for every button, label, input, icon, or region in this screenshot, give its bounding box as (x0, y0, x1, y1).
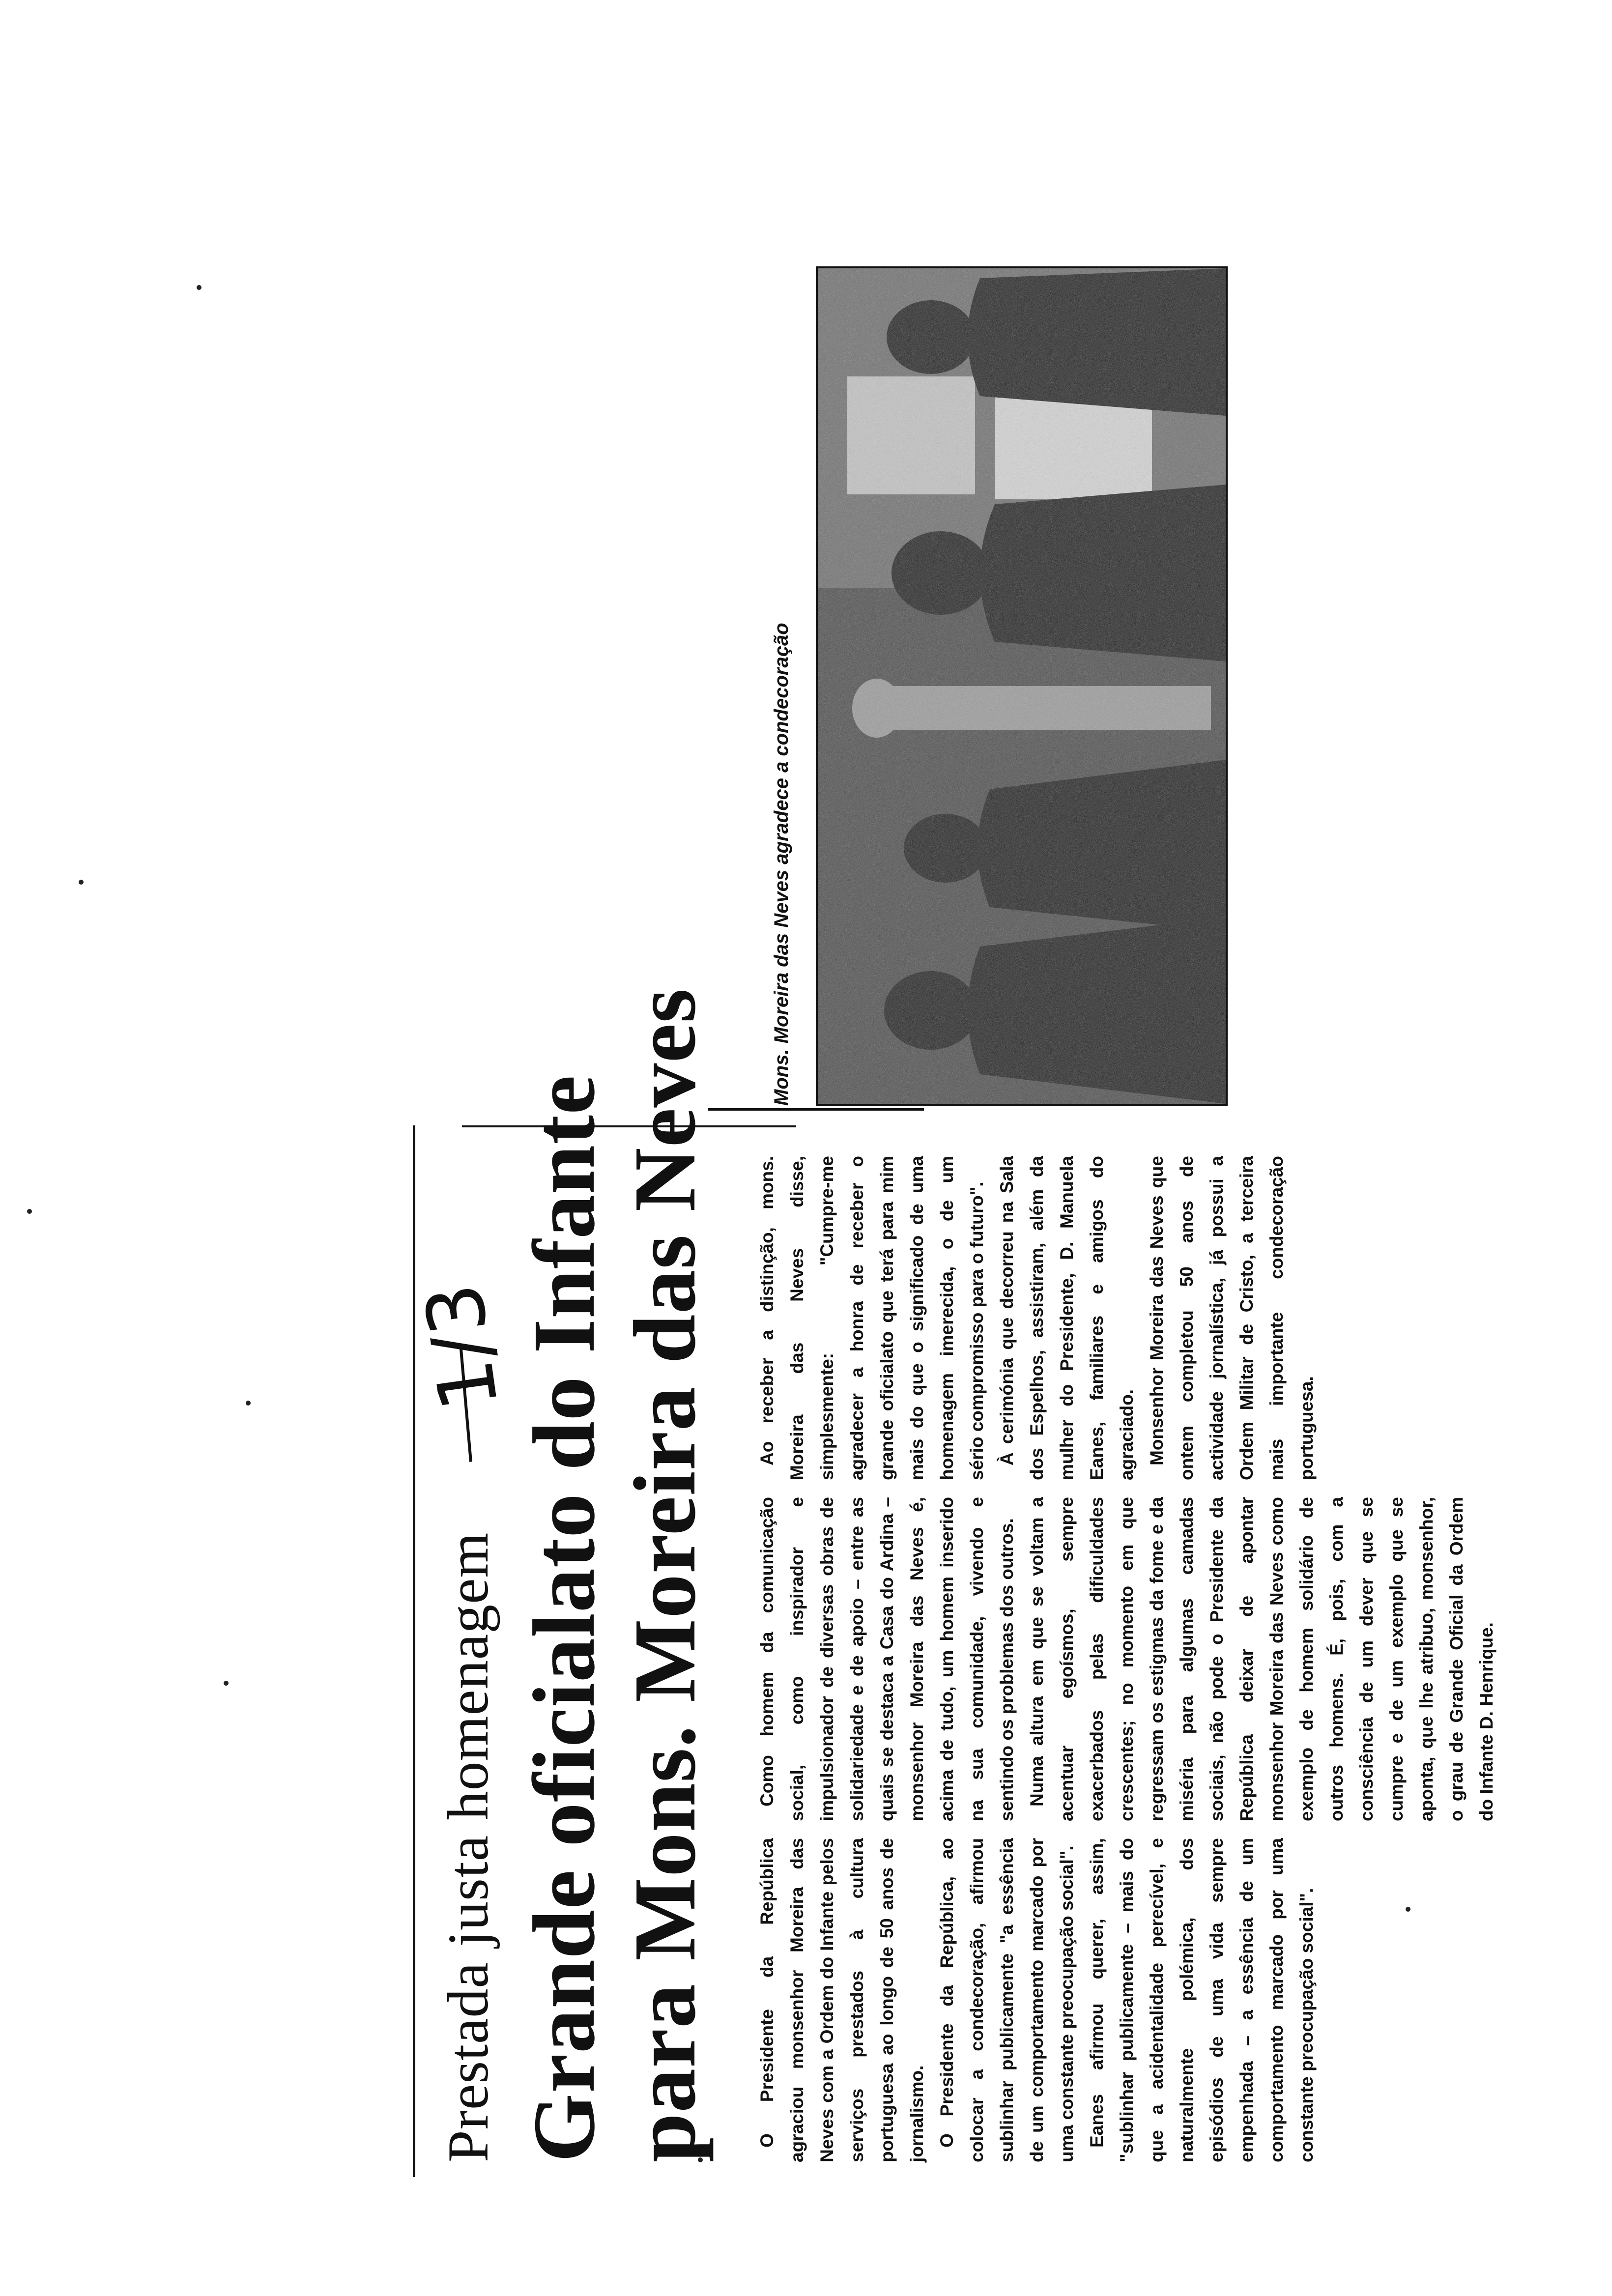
body-column (752, 1497, 1497, 1821)
scan-speck (79, 880, 84, 885)
body-paragraph: Numa altura em que se voltam a acentuar egoísmos, sempre exacerbados pelas dificuldades crescentes; no momento em que regressam os estigmas da fome e da miséria para algumas camadas sociais, não pode o Presidente da República deixar de apontar monsenhor Moreira das Neves como exemplo de homem solidário de outros homens. É, pois, com a consciência de um dever que se cumpre e de um exemplo que se aponta, que lhe atribuo, monsenhor, o grau de Grande Oficial da Ordem do Infante D. Henrique. (1027, 1497, 1497, 1821)
scan-speck (224, 1681, 229, 1686)
handwritten-page-mark: 1/3 (407, 1278, 517, 1416)
caption-rule (708, 1108, 924, 1111)
body-paragraph: Ao receber a distinção, mons. Moreira das Neves disse, simplesmente: "Cumpre-me agradecer a honra de receber o grande oficialato que terá para mim mais do que o significado de uma homenagem imerecida, o de um sério compromisso para o futuro". (757, 1156, 987, 1480)
body-column (752, 1156, 1317, 1480)
body-paragraph: À cerimónia que decorreu na Sala dos Espelhos, assistiram, além da mulher do Presidente, D. Manuela Eanes, familiares e amigos do agraciado. (997, 1156, 1137, 1480)
photo-caption: Mons. Moreira das Neves agradece a condecoração (771, 623, 792, 1106)
body-paragraph: O Presidente da República, ao colocar a condecoração, afirmou sublinhar publicamente "a essência de um comportamento marcado por uma constante preocupação social". (937, 1838, 1077, 2162)
photo-block (413, 260, 1248, 1120)
article (407, 988, 1497, 2177)
newspaper-clipping (407, 260, 1497, 2177)
body-paragraph: Eanes afirmou querer, assim, "sublinhar publicamente – mais do que a acidentalidade perecível, e naturalmente polémica, dos episódios de uma vida sempre empenhada – a essência de um comportamento marcado por uma constante preocupação social". (1087, 1838, 1317, 2162)
body-paragraph: Como homem da comunicação social, como inspirador e impulsionador de diversas obras de solidariedade e de apoio – entre as quais se destaca a Casa do Ardina – monsenhor Moreira das Neves é, acima de tudo, um homem inserido na sua comunidade, vivendo e sentindo os problemas dos outros. (757, 1497, 1017, 1821)
body-paragraph: Monsenhor Moreira das Neves que ontem completou 50 anos de actividade jornalística, já possui a Ordem Militar de Cristo, a terceira mais importante condecoração portuguesa. (1147, 1156, 1317, 1480)
column-rule (413, 1125, 415, 2177)
body-column (752, 1838, 1317, 2162)
scan-speck (27, 1209, 32, 1214)
article-body (752, 1150, 1497, 2162)
headline-line: Grande oficialato do Infante (515, 1075, 613, 2162)
article-kicker: Prestada justa homenagem (436, 1532, 500, 2162)
news-photo (816, 266, 1228, 1106)
scan-speck (1406, 1907, 1410, 1912)
article-headline (514, 988, 715, 2162)
body-paragraph: O Presidente da República agraciou monsenhor Moreira das Neves com a Ordem do Infante pelos serviços prestados à cultura portuguesa ao longo de 50 anos de jornalismo. (757, 1838, 927, 2162)
scan-speck (197, 285, 202, 290)
headline-line: para Mons. Moreira das Neves (616, 988, 714, 2162)
scan-speck (246, 1401, 251, 1406)
